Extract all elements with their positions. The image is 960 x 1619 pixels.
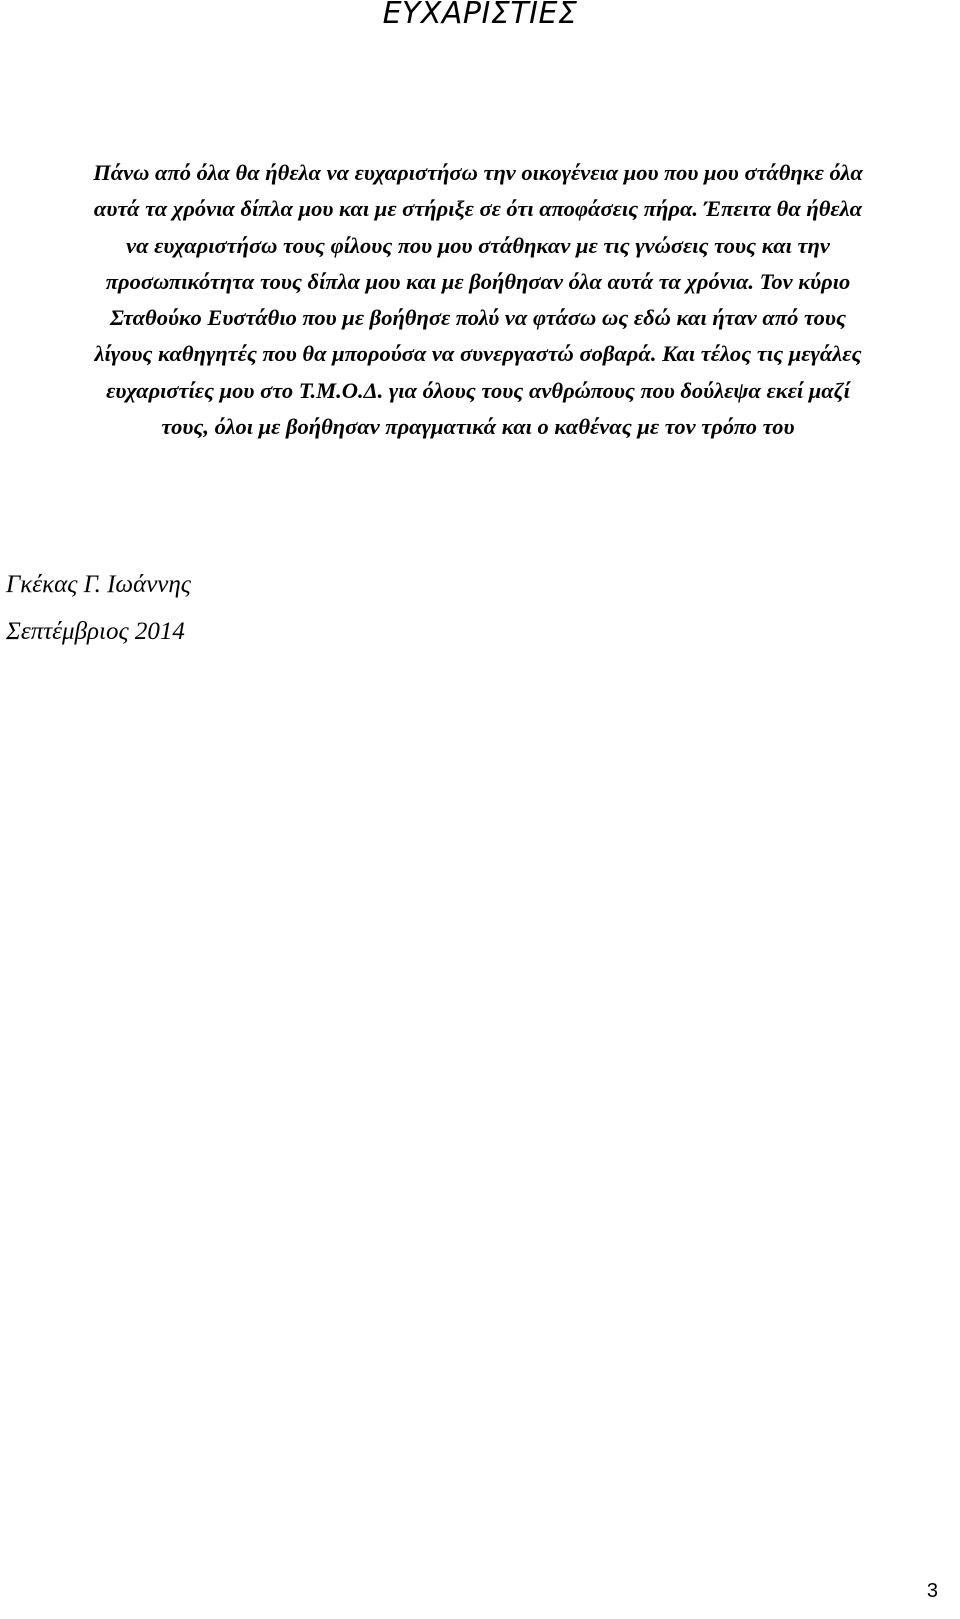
page-number: 3 xyxy=(926,1580,938,1602)
paragraph-line: να ευχαριστήσω τους φίλους που μου στάθηκαν με τις γνώσεις τους και την xyxy=(126,232,830,258)
paragraph-line: Πάνω από όλα θα ήθελα να ευχαριστήσω την οικογένεια μου που μου στάθηκε όλα xyxy=(93,160,863,185)
paragraph-line: προσωπικότητα τους δίπλα μου και με βοήθησαν όλα αυτά τα χρόνια. Τον κύριο xyxy=(105,268,851,294)
paragraph-line: τους, όλοι με βοήθησαν πραγματικά και ο καθένας με τον τρόπο του xyxy=(161,414,795,440)
signature-date: Σεπτέμβριος 2014 xyxy=(6,618,185,645)
author-name: Γκέκας Γ. Ιωάννης xyxy=(6,571,191,598)
acknowledgements-paragraph xyxy=(6,155,950,445)
page-title: ΕΥΧΑΡΙΣΤΙΕΣ xyxy=(382,0,578,31)
paragraph-line: ευχαριστίες μου στο Τ.Μ.Ο.Δ. για όλους τους ανθρώπους που δούλεψα εκεί μαζί xyxy=(106,377,850,403)
paragraph-line: λίγους καθηγητές που θα μπορούσα να συνεργαστώ σοβαρά. Και τέλος τις μεγάλες xyxy=(94,341,862,367)
paragraph-line: Σταθούκο Ευστάθιο που με βοήθησε πολύ να φτάσω ως εδώ και ήταν από τους xyxy=(110,305,846,331)
paragraph-line: αυτά τα χρόνια δίπλα μου και με στήριξε σε ότι αποφάσεις πήρα. Έπειτα θα ήθελα xyxy=(93,196,863,222)
signature-block xyxy=(6,568,191,662)
